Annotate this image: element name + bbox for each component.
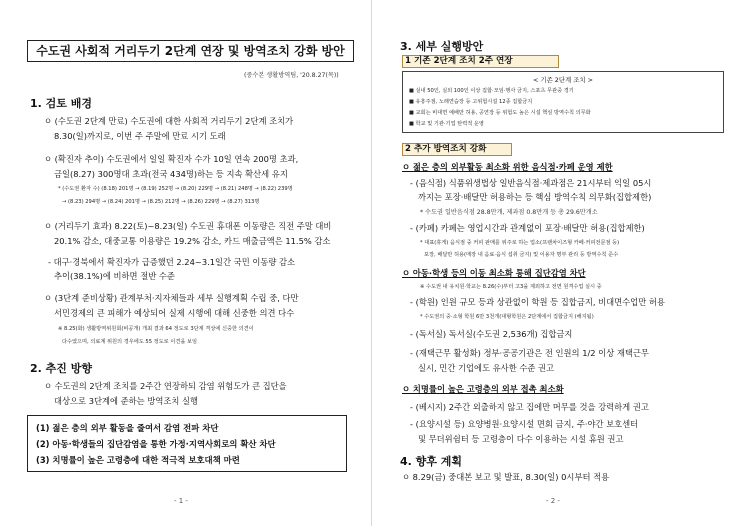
p1-line1: ㅇ (수도권 2단계 만료) 수도권에 대한 사회적 거리두기 2단계 조치가 — [44, 116, 294, 126]
s1-note2a: * 대표(휴게) 음식점 중 커피 판매를 위주로 하는 업소(프랜차이즈형 카페·커피전문점 등) — [420, 240, 620, 246]
p4-note1: ※ 8.25(화) 생활방역위원회(비공개) 개최 결과 64 정도로 3단계 격상에 신중한 의견이 — [58, 326, 254, 332]
s4-line1: ㅇ 8.29(금) 중대본 보고 및 발표, 8.30(일) 0시부터 적용 — [402, 472, 610, 482]
page-2 — [372, 0, 743, 526]
s1-note1: * 수도권 일반음식점 28.8만개, 제과점 0.8만개 등 총 29.6만개소 — [420, 209, 598, 216]
s2-note1: ※ 수도권 내 유치원·학교는 8.26(수)부터 고3을 제외하고 전면 원격수업 실시 중 — [420, 284, 602, 290]
page-number: - 1 - — [174, 497, 188, 505]
existing-measure-1: ■ 실내 50인, 실외 100인 이상 집합·모임·행사 금지, 스포츠 무관중 경기 — [409, 88, 574, 94]
p3-line2: 20.1% 감소, 대중교통 이용량은 19.2% 감소, 카드 매출금액은 11.5% 감소 — [54, 236, 331, 246]
document-title: 수도권 사회적 거리두기 2단계 연장 및 방역조치 강화 방안 — [27, 40, 354, 62]
s2-b-line1: - (독서실) 독서실(수도권 2,536개) 집합금지 — [410, 329, 573, 339]
existing-measure-2: ■ 유흥주점, 노래연습장 등 고위험시설 12종 집합금지 — [409, 99, 533, 105]
s3-heading: ㅇ 치명률이 높은 고령층의 외부 접촉 최소화 — [402, 384, 564, 394]
p1-line2: 8.30(일)까지로, 이번 주 주말에 만료 시기 도래 — [54, 131, 226, 141]
p5-line2: 대상으로 3단계에 준하는 방역조치 실행 — [54, 396, 199, 406]
page-number: - 2 - — [546, 497, 560, 505]
s2-a-line1: - (학원) 인원 규모 등과 상관없이 학원 등 집합금지, 비대면수업만 허용 — [410, 297, 665, 307]
s1-note2b: 포장, 배달만 허용(매장 내 음료·음식 섭취 금지) 및 이용자 명부 관리 등 방역수칙 준수 — [424, 252, 619, 258]
existing-measure-3: ■ 교회는 비대면 예배만 허용, 공연장 등 위험도 높은 시설 핵심 방역수칙 의무화 — [409, 110, 591, 116]
s1-heading: ㅇ 젊은 층의 외부활동 최소화 위한 음식점·카페 운영 제한 — [402, 162, 613, 172]
s2-c-line1: - (재택근무 활성화) 정부·공공기관은 전 인원의 1/2 이상 재택근무 — [410, 348, 649, 358]
p4-note2: 다수였으며, 의료계 위원의 경우에도 55 정도로 이견을 보임 — [62, 339, 198, 345]
key-directions-box — [27, 415, 347, 472]
subsection-2-tag: 2 추가 방역조치 강화 — [402, 143, 512, 156]
p2-line2: 금일(8.27) 300명대 초과(전국 434명)하는 등 지속 확산세 유지 — [54, 169, 288, 179]
s3-b-line1: - (요양시설 등) 요양병원·요양시설 면회 금지, 주·야간 보호센터 — [410, 419, 639, 429]
s3-a-line1: - (베시지) 2주간 외출하지 않고 집에만 머무를 것을 강력하게 권고 — [410, 402, 649, 412]
section-3-heading: 3. 세부 실행방안 — [400, 40, 484, 53]
p3-dash1: - 대구·경북에서 확진자가 급증했던 2.24~3.1일간 국민 이동량 감소 — [48, 257, 296, 267]
s3-b-line2: 및 무더위쉼터 등 고령층이 다수 이용하는 시설 휴원 권고 — [418, 434, 624, 444]
p4-line2: 서민경제의 큰 피해가 예상되어 실제 시행에 대해 신중한 의견 다수 — [54, 308, 295, 318]
s2-heading: ㅇ 아동·학생 등의 이동 최소화 통해 집단감염 차단 — [402, 268, 586, 278]
section-2-heading: 2. 추진 방향 — [30, 362, 92, 375]
s1-a-line2: 까지는 포장·배달만 허용하는 등 핵심 방역수칙 의무화(집합제한) — [418, 192, 652, 202]
p2-note1: * (수도권 환자 수) (8.18) 201명 → (8.19) 252명 → (8.20) 229명 → (8.21) 248명 → (8.22) 239명 — [58, 186, 293, 192]
source-line: (중수본 생활방역팀, '20.8.27(목)) — [244, 72, 339, 79]
existing-measures-title: < 기존 2단계 조치 > — [533, 76, 593, 84]
existing-measure-4: ■ 학교 및 기관·기업 탄력적 운영 — [409, 121, 484, 127]
s2-c-line2: 실시, 민간 기업에도 유사한 수준 권고 — [418, 363, 555, 373]
section-1-heading: 1. 검토 배경 — [30, 97, 92, 110]
section-4-heading: 4. 향후 계획 — [400, 455, 462, 468]
p3-line1: ㅇ (거리두기 효과) 8.22(토)~8.23(일) 수도권 휴대폰 이동량은 직전 주말 대비 — [44, 221, 332, 231]
p5-line1: ㅇ 수도권의 2단계 조치를 2주간 연장하되 감염 위험도가 큰 집단을 — [44, 381, 287, 391]
s2-note2: * 수도권의 중·소형 학원 6만 3천개(대형학원은 2단계에서 집합금지 (해지됨) — [420, 314, 594, 320]
s1-b-line1: - (카페) 카페는 영업시간과 관계없이 포장·배달만 허용(집합제한) — [410, 223, 645, 233]
existing-measures-box — [402, 71, 724, 133]
p3-dash2: 추이(38.1%)에 비하면 절반 수준 — [54, 271, 175, 281]
p2-note2: → (8.23) 294명 → (8.24) 201명 → (8.25) 212명 → (8.26) 229명 → (8.27) 313명 — [62, 199, 260, 205]
direction-3: (3) 치명률이 높은 고령층에 대한 적극적 보호대책 마련 — [36, 455, 240, 465]
p2-line1: ㅇ (확진자 추이) 수도권에서 일일 확진자 수가 10일 연속 200명 초과, — [44, 154, 299, 164]
direction-2: (2) 아동·학생들의 집단감염을 통한 가정·지역사회로의 확산 차단 — [36, 439, 276, 449]
s1-a-line1: - (음식점) 식품위생법상 일반음식점·제과점은 21시부터 익일 05시 — [410, 178, 652, 188]
direction-1: (1) 젊은 층의 외부 활동을 줄여서 감염 전파 차단 — [36, 423, 219, 433]
p4-line1: ㅇ (3단계 준비상황) 관계부처·지자체들과 세부 실행계획 수립 중, 다만 — [44, 293, 299, 303]
subsection-1-tag: 1 기존 2단계 조치 2주 연장 — [402, 55, 559, 68]
